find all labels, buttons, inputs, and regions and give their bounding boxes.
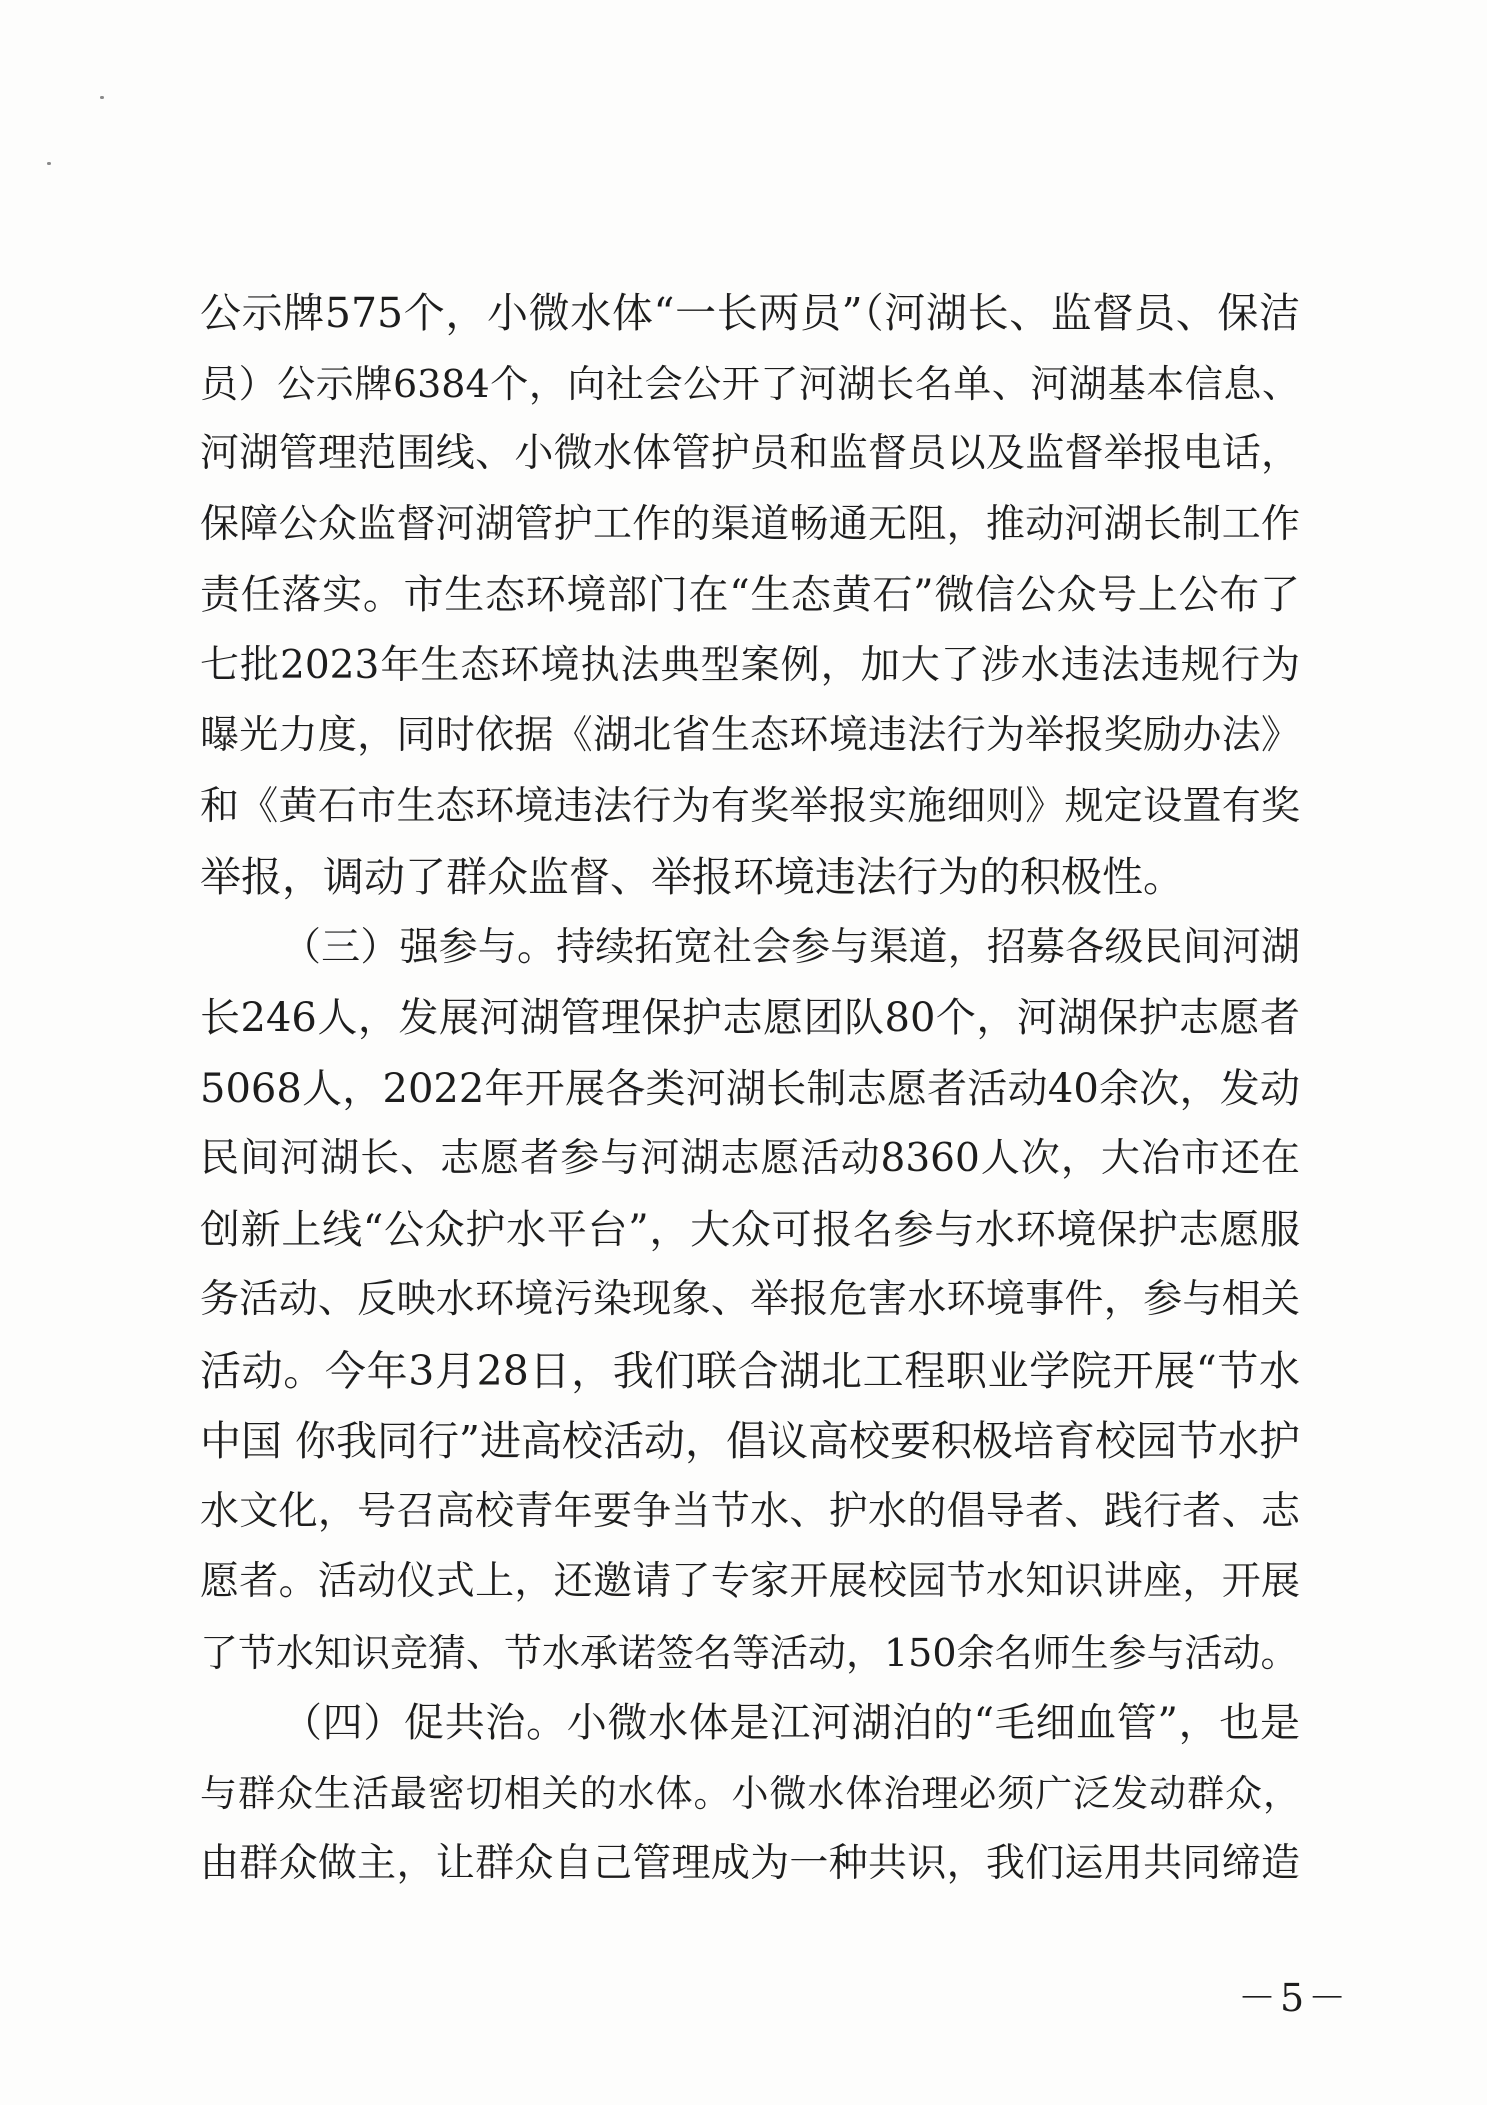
text-line: 长246人，发展河湖管理保护志愿团队80个，河湖保护志愿者: [200, 995, 1300, 1041]
text-line: 员）公示牌6384个，向社会公开了河湖长名单、河湖基本信息、: [200, 361, 1300, 406]
text-line: 公示牌575个，小微水体“一长两员”（河湖长、监督员、保洁: [200, 289, 1300, 337]
text-line: 了节水知识竞猜、节水承诺签名等活动，150余名师生参与活动。: [200, 1630, 1299, 1675]
text-line: 务活动、反映水环境污染现象、举报危害水环境事件，参与相关: [200, 1277, 1300, 1322]
text-line: 曝光力度，同时依据《湖北省生态环境违法行为举报奖励办法》: [200, 713, 1300, 758]
text-line: 民间河湖长、志愿者参与河湖志愿活动8360人次，大冶市还在: [200, 1136, 1300, 1181]
text-line: 活动。今年3月28日，我们联合湖北工程职业学院开展“节水: [200, 1346, 1300, 1395]
text-line: 水文化，号召高校青年要争当节水、护水的倡导者、践行者、志: [200, 1488, 1300, 1534]
body-text: [200, 278, 1300, 1900]
page-number: －5－: [1238, 1976, 1351, 2020]
text-line: 与群众生活最密切相关的水体。小微水体治理必须广泛发动群众，: [200, 1771, 1300, 1815]
text-line: 河湖管理范围线、小微水体管护员和监督员以及监督举报电话，: [200, 431, 1300, 476]
text-line: 由群众做主，让群众自己管理成为一种共识，我们运用共同缔造: [200, 1841, 1300, 1886]
scan-speck: [100, 96, 104, 99]
text-line: 5068人，2022年开展各类河湖长制志愿者活动40余次，发动: [200, 1065, 1300, 1112]
section-heading-line: （三）强参与。持续拓宽社会参与渠道，招募各级民间河湖: [282, 924, 1300, 970]
section-heading-line: （四）促共治。小微水体是江河湖泊的“毛细血管”，也是: [282, 1700, 1300, 1746]
text-line: 中国 你我同行”进高校活动，倡议高校要积极培育校园节水护: [200, 1417, 1300, 1465]
text-line: 愿者。活动仪式上，还邀请了专家开展校园节水知识讲座，开展: [200, 1559, 1300, 1604]
text-line: 举报，调动了群众监督、举报环境违法行为的积极性。: [200, 853, 1184, 901]
text-line: 和《黄石市生态环境违法行为有奖举报实施细则》规定设置有奖: [200, 783, 1300, 829]
text-line: 保障公众监督河湖管护工作的渠道畅通无阻，推动河湖长制工作: [200, 501, 1300, 547]
scan-speck: [47, 162, 51, 165]
text-line: 责任落实。市生态环境部门在“生态黄石”微信公众号上公布了: [200, 572, 1300, 618]
text-line: 创新上线“公众护水平台”，大众可报名参与水环境保护志愿服: [200, 1206, 1300, 1253]
text-line: 七批2023年生态环境执法典型案例，加大了涉水违法违规行为: [200, 642, 1300, 688]
